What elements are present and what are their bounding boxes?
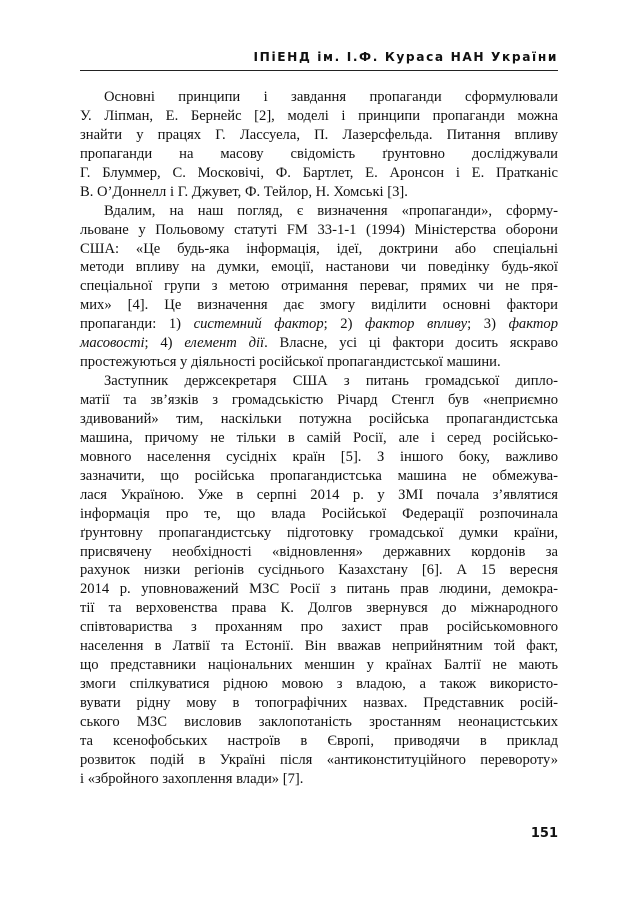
text-line: Г. Блуммер, С. Московічі, Ф. Бартлет, Е. Аронсон і Е. Пратканіс [80,164,558,181]
page-number: 151 [530,826,558,841]
text-line: рахунок низки регіонів сусіднього Казахстану [6]. А 15 вересня [80,562,558,579]
text-line: вувати рідну мову в топографічних назвах. Представник росій- [80,695,558,711]
text-line: льоване у Польовому статуті FM 33-1-1 (1994) Міністерства оборони [80,221,558,238]
text-line: 2014 р. уповноважений МЗС Росії з питань прав людини, демокра- [80,581,558,598]
text-line: Заступник держсекретаря США з питань громадської дипло- [104,373,558,390]
text-line: знайти у працях Г. Лассуела, П. Лазерсфельда. Питання впливу [80,126,558,143]
text-line: спеціальної групи з метою отримання переваг, прямих чи не пря- [80,278,558,295]
text-line: розвиток подій в Україні після «антиконституційного перевороту» [80,751,558,768]
text-line: присвячену необхідності «відновлення» державних кордонів за [80,543,558,560]
text-line: Основні принципи і завдання пропаганди сформулювали [104,89,558,105]
text-line: ґрунтовну пропагандистську підготовку громадської думки країни, [80,524,558,541]
text-line: що представники національних меншин у країнах Балтії не мають [80,657,558,674]
text-line: співтовариства з проханням про захист прав російськомовного [80,619,558,636]
text-line: пропаганди на масову свідомість ґрунтовно досліджували [80,145,558,162]
text-line: лася Україною. Уже в серпні 2014 р. у ЗМІ почала з’являтися [80,486,558,503]
text-line: машина, причому не тільки в самій Росії, але і серед російсько- [80,429,558,446]
text-line: змоги спілкуватися рідною мовою з владою, а також використо- [80,676,558,693]
text-line: матії та зв’язків з громадськістю Річард Стенгл був «неприємно [80,392,558,408]
text-line: здивований» тим, наскільки потужна російська пропагандистська [80,410,558,427]
text-line: мовного населення сусідніх країн [5]. З іншого боку, важливо [80,448,558,465]
text-line: простежуються у діяльності російської пропагандистської машини. [80,354,501,371]
header-rule [80,70,558,71]
text-line: інформація про те, що влада Російської Федерації розпочинала [80,505,558,522]
text-line: масовості; 4) елемент дії. Власне, усі ці фактори досить яскраво [80,335,558,352]
body-text [80,88,558,789]
text-line: У. Ліпман, Е. Бернейс [2], моделі і принципи пропаганди можна [80,107,558,124]
running-header: ІПіЕНД ім. І.Ф. Кураса НАН України [253,50,558,64]
text-line: В. О’Доннелл і Г. Джувет, Ф. Тейлор, Н. Хомські [3]. [80,183,408,200]
text-line: та ксенофобських настроїв в Європі, приводячи в приклад [80,732,558,749]
text-line: населення в Латвії та Естонії. Він вважав неприйнятним той факт, [80,638,558,655]
text-line: пропаганди: 1) системний фактор; 2) фактор впливу; 3) фактор [80,316,558,333]
text-line: ського МЗС висловив заклопотаність зростанням неонацистських [80,713,558,730]
text-line: тії та верховенства права К. Долгов звернувся до міжнародного [80,600,558,617]
text-line: методи впливу на думки, емоції, настанови чи поведінку будь-якої [80,259,558,276]
text-line: і «збройного захоплення влади» [7]. [80,770,304,787]
text-line: Вдалим, на наш погляд, є визначення «пропаганди», сформу- [104,202,558,219]
text-line: мих» [4]. Це визначення дає змогу виділити основні фактори [80,297,558,314]
text-line: зазначити, що російська пропагандистська машина не обмежува- [80,467,558,484]
text-line: США: «Це будь-яка інформація, ідеї, доктрини або спеціальні [80,240,558,257]
